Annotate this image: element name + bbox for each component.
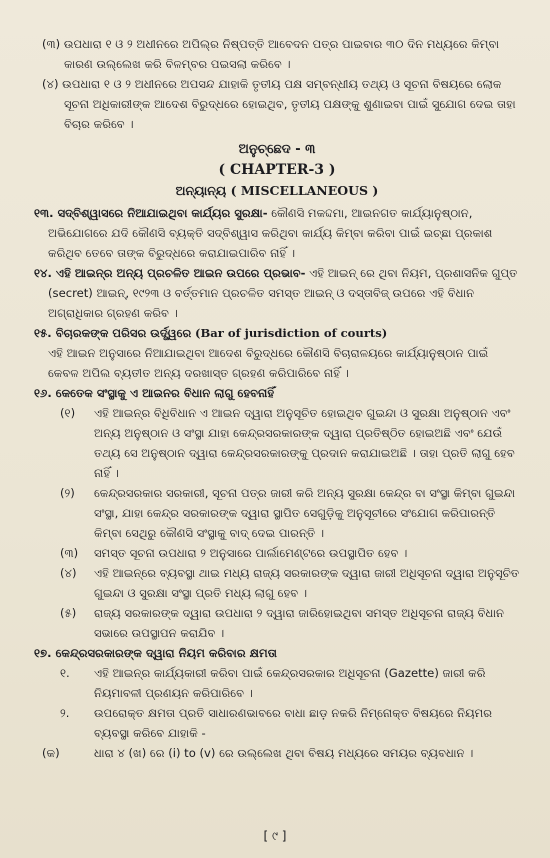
- item-text: କେନ୍ଦ୍ରସରକାର ସରକାରୀ, ସୂଚନା ପତ୍ର ଜାରୀ କରି ଅନ୍ୟ ସୁରକ୍ଷା କେନ୍ଦ୍ର ବା ସଂସ୍ଥା କିମ୍ବା ଗୁଇନ୍ଦା ସଂସ୍ଥା, ଯାହା କେନ୍ଦ୍ର ସରକାରଙ୍କ ଦ୍ୱାରା ସ୍ଥାପିତ ସେଗୁଡ଼ିକୁ ଅନୁସୂଚୀରେ ସଂଯୋଗ କରିପାରନ୍ତି କିମ୍ବା ସେଥିରୁ କୌଣସି ସଂସ୍ଥାକୁ ବାଦ୍ ଦେଇ ପାରନ୍ତି ।: [94, 486, 516, 540]
- item-label: (୧): [60, 406, 76, 420]
- item-label: ୧.: [60, 666, 70, 680]
- item-label: (୨): [60, 486, 75, 500]
- clause-4: (୪) ଉପଧାରା ୧ ଓ ୨ ଅଧୀନରେ ଅପସନ୍ଦ ଯାହାକି ତୃତୀୟ ପକ୍ଷ ସମ୍ବନ୍ଧୀୟ ତଥ୍ୟ ଓ ସୂଚନା ବିଷୟରେ ଲୋକ ସୂଚନା ଅଧିକାରୀଙ୍କ ଆଦେଶ ବିରୁଦ୍ଧରେ ହୋଇଥିବ, ତୃତୀୟ ପକ୍ଷଙ୍କୁ ଶୁଣାଇବା ପାଇଁ ସୁଯୋଗ ଦେଇ ତାହା ବିଚାର କରିବେ ।: [42, 77, 516, 131]
- chapter-heading: [34, 140, 520, 201]
- section-16-item-4: [34, 563, 520, 603]
- section-16-item-5: [34, 603, 520, 643]
- item-text: ସମସ୍ତ ସୂଚନା ଉପଧାରା ୨ ଅନୁସାରେ ପାର୍ଲାମେଣ୍ଟରେ ଉପସ୍ଥାପିତ ହେବ ।: [94, 546, 408, 560]
- item-label: (୪): [60, 566, 77, 580]
- section-15: [34, 323, 520, 343]
- section-16-heading: ୧୬. କେତେକ ସଂସ୍ଥାକୁ ଏ ଆଇନର ବିଧାନ ଲାଗୁ ହେବନାହିଁ: [34, 386, 275, 400]
- section-15-heading: ୧୫. ବିଚାରକଙ୍କ ପରିସର ଉର୍ଦ୍ଧ୍ୱରେ: [34, 326, 192, 340]
- chapter-title-odia: ଅନୁଚ୍ଛେଦ - ୩: [238, 142, 316, 157]
- item-text: ଧାରା ୪ (ଖ) ରେ (i) to (v) ରେ ଉଲ୍ଲେଖ ଥିବା ବିଷୟ ମଧ୍ୟରେ ସମୟର ବ୍ୟବଧାନ ।: [94, 746, 474, 760]
- item-label: (କ): [42, 746, 60, 760]
- section-16-item-1: [34, 403, 520, 483]
- chapter-subtitle: [34, 180, 520, 201]
- item-text: ଉପରୋକ୍ତ କ୍ଷମତା ପ୍ରତି ସାଧାରଣଭାବରେ ବାଧା ଛାଡ଼ ନକରି ନିମ୍ନୋକ୍ତ ବିଷୟରେ ନିୟମର ବ୍ୟବସ୍ଥା କରିବେ ଯାହାକି -: [94, 706, 493, 740]
- section-15-heading-english: (Bar of jurisdiction of courts): [194, 326, 388, 340]
- section-14-heading: ୧୪. ଏହି ଆଇନ୍‌ର ଅନ୍ୟ ପ୍ରଚଳିତ ଆଇନ ଉପରେ ପ୍ରଭାବ-: [34, 266, 306, 280]
- section-13: [34, 203, 520, 263]
- section-16-item-3: [34, 543, 520, 563]
- section-17-heading: ୧୭. କେନ୍ଦ୍ରସରକାରଙ୍କ ଦ୍ୱାରା ନିୟମ କରିବାର କ୍ଷମତା: [34, 646, 277, 660]
- item-text: ରାଜ୍ୟ ସରକାରଙ୍କ ଦ୍ୱାରା ଉପଧାରା ୨ ଦ୍ୱାରା ଜାରିହୋଇଥିବା ସମସ୍ତ ଅଧିସୂଚନା ରାଜ୍ୟ ବିଧାନ ସଭାରେ ଉପସ୍ଥାପନ କରାଯିବ ।: [94, 606, 505, 640]
- item-text: ଏହି ଆଇନ୍‌ର ବିଧିବିଧାନ ଏ ଆଇନ ଦ୍ୱାରା ଅନୁସୂଚିତ ହୋଇଥିବ ଗୁଇନ୍ଦା ଓ ସୁରକ୍ଷା ଅନୁଷ୍ଠାନ ଏବଂ ଅନ୍ୟ ଅନୁଷ୍ଠାନ ଓ ସଂସ୍ଥା ଯାହା କେନ୍ଦ୍ରସରକାରଙ୍କ ଦ୍ୱାରା ପ୍ରତିଷ୍ଠିତ ହୋଇଅଛି ଏବଂ ଯେଉଁ ତଥ୍ୟ ସେ ଅନୁଷ୍ଠାନ ଦ୍ୱାରା କେନ୍ଦ୍ରସରକାରଙ୍କୁ ପ୍ରଦାନ କରାଯାଇଅଛି । ତାହା ପ୍ରତି ଲାଗୁ ହେବ ନାହିଁ ।: [94, 406, 515, 480]
- chapter-subtitle-odia: ଅନ୍ୟାନ୍ୟ: [175, 183, 227, 198]
- section-14-body: ଏହି ଆଇନ୍ ରେ ଥିବା ନିୟମ, ପ୍ରଶାସନିକ ଗୁପ୍ତ (secret) ଆଇନ୍, ୧୯୨୩ ଓ ବର୍ତ୍ତମାନ ପ୍ରଚଳିତ ସମସ୍ତ ଆଇନ୍ ଓ ଦସ୍ତାବିଜ୍ ଉପରେ ଏହି ବିଧାନ ଅଗ୍ରାଧିକାର ଗ୍ରହଣ କରିବ ।: [48, 266, 518, 320]
- section-13-heading: ୧୩. ସଦ୍‌ବିଶ୍ୱାସରେ ନିଆଯାଇଥିବା କାର୍ଯ୍ୟର ସୁରକ୍ଷା-: [34, 206, 268, 220]
- section-14: [34, 263, 520, 323]
- item-text: ଏହି ଆଇନ୍‌ରେ ବ୍ୟବସ୍ଥା ଥାଇ ମଧ୍ୟ ରାଜ୍ୟ ସରକାରଙ୍କ ଦ୍ୱାରା ଜାରୀ ଅଧିସୂଚନା ଦ୍ୱାରା ଅନୁସୂଚିତ ଗୁଇନ୍ଦା ଓ ସୁରକ୍ଷା ସଂସ୍ଥା ପ୍ରତି ମଧ୍ୟ ଲାଗୁ ହେବ ।: [94, 566, 520, 600]
- clause-3: (୩) ଉପଧାରା ୧ ଓ ୨ ଅଧୀନରେ ଅପିଲ୍‌ର ନିଷ୍ପତ୍ତି ଆବେଦନ ପତ୍ର ପାଇବାର ୩୦ ଦିନ ମଧ୍ୟରେ କିମ୍ବା କାରଣ ଉଲ୍ଲେଖ କରି ବିଳମ୍ବର ପଇସଲା କରିବେ ।: [42, 37, 500, 71]
- chapter-subtitle-english: ( MISCELLANEOUS ): [230, 183, 379, 198]
- section-13-body: କୌଣସି ମକଦ୍ଦମା, ଆଇନଗତ କାର୍ଯ୍ୟାନୁଷ୍ଠାନ, ଅଭିଯୋଗରେ ଯଦି କୌଣସି ବ୍ୟକ୍ତି ସଦ୍‌ବିଶ୍ୱାସ କରିଥିବା କାର୍ଯ୍ୟ କିମ୍ବା କରିବା ପାଇଁ ଇଚ୍ଛା ପ୍ରକାଶ କରିଥିବ ତେବେ ତାଙ୍କ ବିରୁଦ୍ଧରେ କରାଯାଇପାରିବ ନାହିଁ ।: [48, 206, 493, 260]
- item-label: (୫): [60, 606, 77, 620]
- section-17-item-1: [34, 663, 520, 703]
- chapter-title-english: ( CHAPTER-3 ): [218, 162, 336, 178]
- item-label: ୨.: [60, 706, 70, 720]
- section-17-item-2: [34, 703, 520, 743]
- item-text: ଏହି ଆଇନ୍‌ର କାର୍ଯ୍ୟକାରୀ କରିବା ପାଇଁ କେନ୍ଦ୍ରସରକାର ଅଧିସୂଚନା (Gazette) ଜାରୀ କରି ନିୟମାବଳୀ ପ୍ରଣୟନ କରିପାରିବେ ।: [94, 666, 486, 700]
- item-label: (୩): [60, 546, 79, 560]
- section-16-item-2: [34, 483, 520, 543]
- section-15-body: ଏହି ଆଇନ ଅନୁସାରେ ନିଆଯାଇଥିବା ଆଦେଶ ବିରୁଦ୍ଧରେ କୌଣସି ବିଚାରାଳୟରେ କାର୍ଯ୍ୟାନୁଷ୍ଠାନ ପାଇଁ କେବଳ ଅପିଲ ବ୍ୟତୀତ ଅନ୍ୟ ଦରଖାସ୍ତ ଗ୍ରହଣ କରିପାରିବେ ନାହିଁ ।: [48, 346, 489, 380]
- section-17-item-ka: [34, 743, 520, 763]
- page-number: [ ୯ ]: [263, 829, 287, 843]
